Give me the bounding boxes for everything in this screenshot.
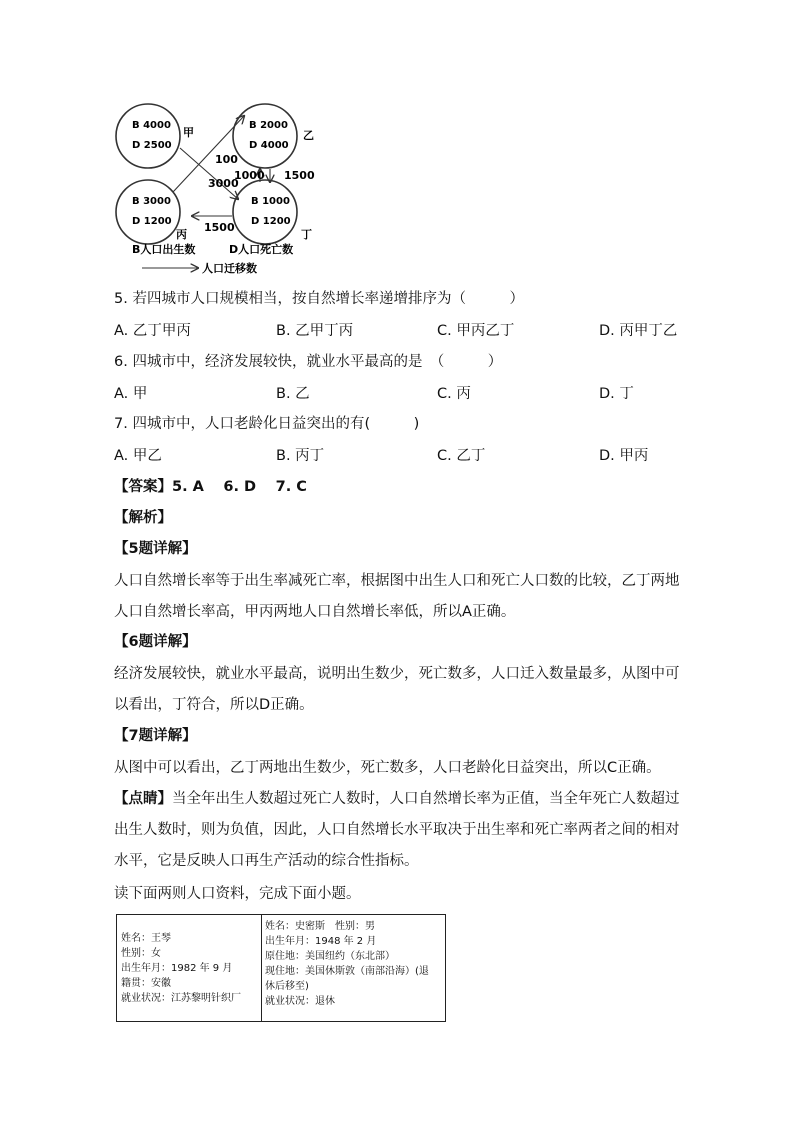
bing-births: B 3000 [132, 196, 171, 207]
flow-value-ding-bing: 1500 [204, 221, 235, 234]
yi-births: B 2000 [249, 120, 288, 131]
question-7-option-d: D. 甲丙 [599, 448, 649, 464]
detail-6-text: 经济发展较快，就业水平最高，说明出生数少，死亡数多，人口迁入数量最多，从图中可以看出，丁符合，所以D正确。 [114, 666, 680, 713]
detail-5-text: 人口自然增长率等于出生率减死亡率，根据图中出生人口和死亡人口数的比较，乙丁两地人口自然增长率高，甲丙两地人口自然增长率低，所以A正确。 [114, 573, 680, 620]
profile-left-birth: 出生年月：1982 年 9 月 [121, 963, 233, 974]
question-7-option-b: B. 丙丁 [276, 448, 325, 464]
question-7-stem: 7. 四城市中，人口老龄化日益突出的有( ) [114, 416, 420, 432]
profile-left-origin: 籍贯：安徽 [121, 978, 171, 989]
flow-value-ding-yi: 1000 [234, 169, 265, 182]
city-name-jia: 甲 [183, 126, 194, 139]
legend-births: B人口出生数 [132, 243, 196, 256]
detail-7-heading: 【7题详解】 [114, 728, 197, 744]
ding-births: B 1000 [251, 196, 290, 207]
legend-migration: 人口迁移数 [202, 262, 257, 275]
detail-7-text: 从图中可以看出，乙丁两地出生数少，死亡数多，人口老龄化日益突出，所以C正确。 [114, 760, 661, 776]
ding-deaths: D 1200 [251, 216, 291, 227]
question-6-option-b: B. 乙 [276, 386, 310, 402]
city-circle-yi [233, 104, 297, 168]
intro-line: 读下面两则人口资料，完成下面小题。 [114, 886, 361, 902]
jia-births: B 4000 [132, 120, 171, 131]
tip-label: 【点睛】 [114, 791, 172, 807]
profile-right-former-residence: 原住地：美国纽约（东北部） [265, 951, 395, 962]
yi-deaths: D 4000 [249, 140, 289, 151]
bing-deaths: D 1200 [132, 216, 172, 227]
profile-left-employment: 就业状况：江苏黎明针织厂 [121, 993, 241, 1004]
flow-value-jia-ding: 3000 [208, 177, 239, 190]
flow-value-yi-ding: 1500 [284, 169, 315, 182]
city-circle-bing [116, 180, 180, 244]
question-5-option-d: D. 丙甲丁乙 [599, 323, 678, 339]
city-circle-ding [233, 180, 297, 244]
profile-right-current-residence: 现住地：美国休斯敦（南部沿海）(退 [265, 966, 429, 977]
profile-smith [262, 915, 445, 1021]
population-migration-diagram [110, 96, 340, 284]
detail-5-heading: 【5题详解】 [114, 541, 197, 557]
question-6-option-a: A. 甲 [114, 386, 148, 402]
flow-value-bing-yi: 100 [215, 153, 238, 166]
answer-line: 【答案】5. A 6. D 7. C [114, 479, 307, 495]
analysis-heading: 【解析】 [114, 510, 172, 526]
city-circle-jia [116, 104, 180, 168]
profile-left-name: 姓名：王琴 [121, 933, 171, 944]
question-6-option-d: D. 丁 [599, 386, 634, 402]
profile-right-current-residence-cont: 休后移至) [265, 981, 309, 992]
question-5-option-b: B. 乙甲丁丙 [276, 323, 354, 339]
jia-deaths: D 2500 [132, 140, 172, 151]
city-name-yi: 乙 [303, 129, 314, 142]
detail-6-heading: 【6题详解】 [114, 634, 197, 650]
question-6-option-c: C. 丙 [437, 386, 471, 402]
population-profiles-table [116, 914, 446, 1022]
question-7-option-a: A. 甲乙 [114, 448, 162, 464]
profile-wang-qin [117, 915, 262, 1021]
question-5-option-a: A. 乙丁甲丙 [114, 323, 191, 339]
tip-paragraph [114, 784, 684, 877]
profile-right-employment: 就业状况：退休 [265, 996, 335, 1007]
question-6-stem: 6. 四城市中，经济发展较快，就业水平最高的是 （ ） [114, 354, 503, 370]
profile-right-name-gender: 姓名：史密斯 性别：男 [265, 921, 375, 932]
profile-left-gender: 性别：女 [121, 948, 161, 959]
city-name-ding: 丁 [301, 228, 312, 241]
diagram-svg [110, 96, 340, 284]
question-5-option-c: C. 甲丙乙丁 [437, 323, 515, 339]
tip-text: 当全年出生人数超过死亡人数时，人口自然增长率为正值，当全年死亡人数超过出生人数时，则为负值，因此，人口自然增长水平取决于出生率和死亡率两者之间的相对水平，它是反映人口再生产活动的综合性指标。 [114, 791, 680, 869]
city-name-bing: 丙 [176, 228, 187, 241]
question-7-option-c: C. 乙丁 [437, 448, 486, 464]
profile-right-birth: 出生年月：1948 年 2 月 [265, 936, 377, 947]
question-5-stem: 5. 若四城市人口规模相当，按自然增长率递增排序为（ ） [114, 291, 524, 307]
legend-deaths: D人口死亡数 [229, 243, 294, 256]
